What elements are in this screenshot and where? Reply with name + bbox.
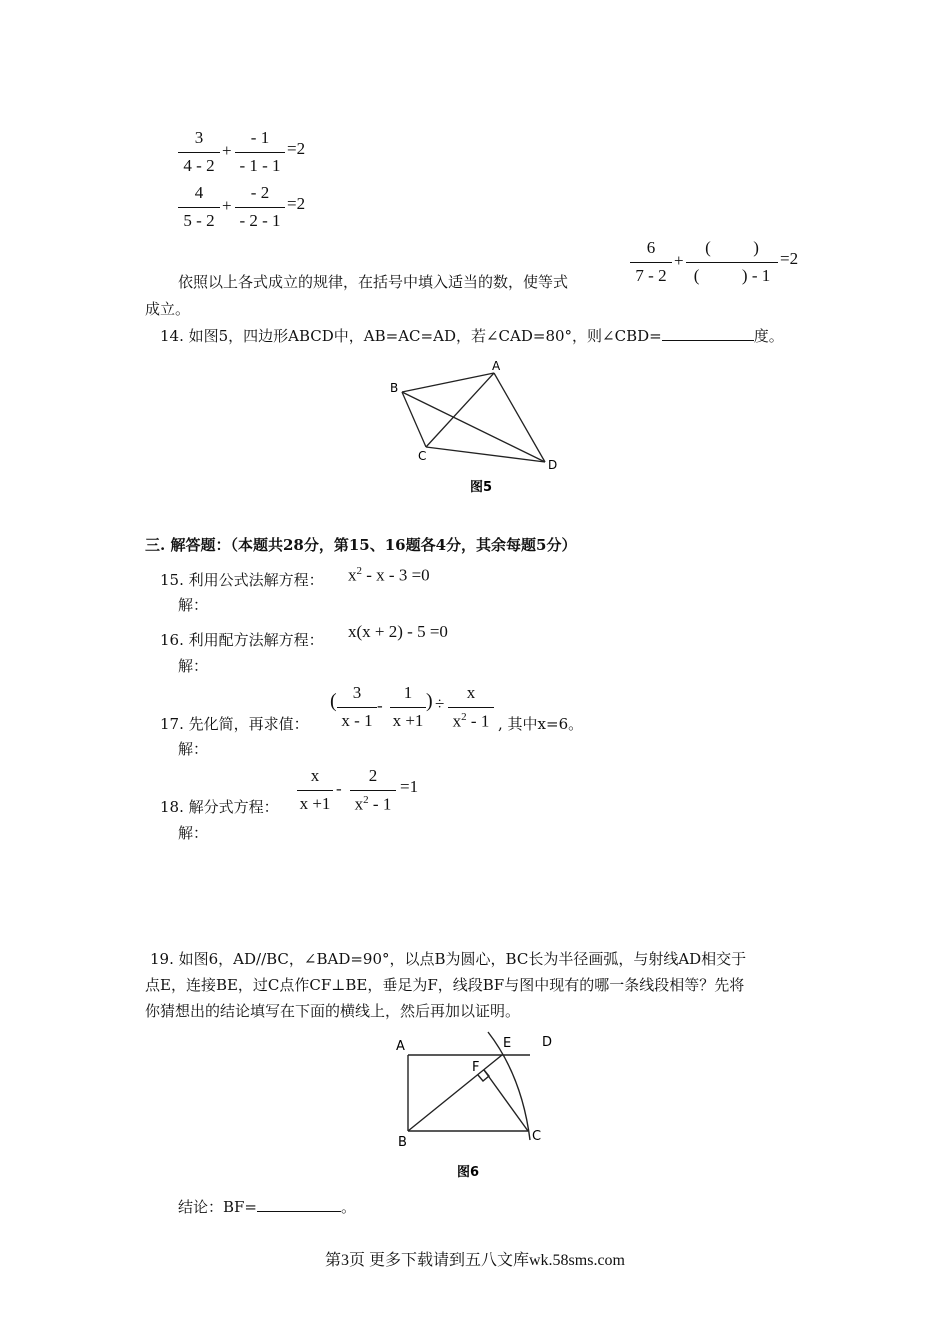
- denominator: 7 - 2: [635, 266, 667, 285]
- conclusion-end: 。: [341, 1198, 357, 1216]
- variable: x: [354, 794, 364, 814]
- fraction-bar: [297, 790, 333, 791]
- numerator: 2: [368, 766, 378, 785]
- denominator-blank: ( ) - 1: [693, 266, 771, 285]
- conclusion: [178, 1196, 356, 1217]
- figure-6: [390, 1030, 570, 1190]
- exponent: 2: [461, 711, 467, 723]
- question-16-text: 16. 利用配方法解方程：: [160, 631, 324, 649]
- numerator: - 2: [250, 183, 270, 202]
- denominator: 4 - 2: [183, 156, 215, 175]
- variable: x: [348, 565, 357, 585]
- label-b: B: [398, 1135, 407, 1150]
- segment-ab: [402, 373, 494, 392]
- segment-cd: [426, 447, 545, 462]
- equals-one: =1: [400, 777, 419, 796]
- fraction-bar: [337, 707, 377, 708]
- segment-ad: [494, 373, 545, 462]
- label-e: E: [503, 1036, 512, 1051]
- answer-label: 解：: [178, 657, 209, 675]
- equals-two: =2: [287, 194, 306, 213]
- denominator: [448, 711, 494, 732]
- conclusion-label: 结论：BF=: [178, 1198, 257, 1216]
- question-19-line-2: 点E，连接BE，过C点作CF⊥BE，垂足为F，线段BF与图中现有的哪一条线段相等？先将: [145, 976, 745, 994]
- fraction-bar: [448, 707, 494, 708]
- numerator: x: [310, 766, 320, 785]
- equals-two: =2: [287, 139, 306, 158]
- question-14-unit: 度。: [753, 327, 784, 345]
- minus-sign: -: [336, 779, 342, 798]
- exponent: 2: [363, 794, 369, 806]
- figure-5: [380, 355, 570, 500]
- label-d: D: [548, 458, 558, 472]
- question-16-equation: x(x + 2) - 5 =0: [348, 622, 448, 641]
- denominator: 5 - 2: [183, 211, 215, 230]
- label-a: A: [396, 1039, 405, 1054]
- question-19-line-1: 19. 如图6，AD//BC，∠BAD=90°，以点B为圆心，BC长为半径画弧，与射线AD相交于: [150, 950, 747, 968]
- question-15-text: 15. 利用公式法解方程：: [160, 571, 324, 589]
- fraction-bar: [178, 152, 220, 153]
- equals-two: =2: [780, 249, 799, 268]
- segment-be: [408, 1055, 502, 1131]
- divide-sign: ÷: [435, 694, 445, 713]
- label-c: C: [418, 449, 427, 463]
- figure-6-caption: 图6: [457, 1165, 480, 1180]
- numerator: 6: [646, 238, 656, 257]
- label-c: C: [532, 1129, 542, 1144]
- segment-bc: [402, 392, 426, 447]
- denominator: [350, 794, 396, 815]
- equation-rest: - x - 3 =0: [366, 565, 430, 585]
- denominator: x +1: [392, 711, 424, 730]
- fraction-bar: [390, 707, 426, 708]
- question-19-line-3: 你猜想出的结论填写在下面的横线上，然后再加以证明。: [145, 1002, 521, 1020]
- numerator-blank: ( ): [705, 238, 759, 257]
- segment-ac: [426, 373, 494, 447]
- plus-sign: +: [674, 251, 684, 270]
- label-b: B: [390, 381, 399, 395]
- label-a: A: [492, 359, 501, 373]
- q13-instruction: 依照以上各式成立的规律，在括号中填入适当的数，使等式: [178, 273, 569, 291]
- plus-sign: +: [222, 141, 232, 160]
- right-paren: ): [426, 690, 433, 712]
- question-17-condition: , 其中x=6。: [498, 715, 584, 733]
- fraction-bar: [178, 207, 220, 208]
- fraction-bar: [235, 207, 285, 208]
- denominator-rest: - 1: [372, 794, 392, 814]
- numerator: 3: [352, 683, 362, 702]
- denominator: - 2 - 1: [239, 211, 281, 230]
- label-d: D: [542, 1035, 553, 1050]
- numerator: 1: [403, 683, 413, 702]
- exponent: 2: [356, 565, 362, 577]
- denominator: x +1: [299, 794, 331, 813]
- question-14-text: 14. 如图5，四边形ABCD中，AB=AC=AD，若∠CAD=80°，则∠CBD=: [160, 327, 662, 345]
- answer-blank: [662, 340, 754, 341]
- label-f: F: [472, 1060, 480, 1075]
- denominator-rest: - 1: [470, 711, 490, 731]
- answer-label: 解：: [178, 596, 209, 614]
- denominator: - 1 - 1: [239, 156, 281, 175]
- fraction-bar: [350, 790, 396, 791]
- fraction-bar: [686, 262, 778, 263]
- left-paren: (: [330, 690, 337, 712]
- plus-sign: +: [222, 196, 232, 215]
- figure-5-caption: 图5: [470, 480, 493, 495]
- question-15-equation: [348, 565, 430, 586]
- page-footer: 第3页 更多下载请到五八文库wk.58sms.com: [324, 1252, 625, 1269]
- numerator: - 1: [250, 128, 270, 147]
- question-14: [160, 325, 784, 346]
- numerator: 4: [194, 183, 204, 202]
- answer-blank: [257, 1211, 341, 1212]
- question-18-text: 18. 解分式方程：: [160, 798, 279, 816]
- minus-sign: -: [377, 696, 383, 715]
- numerator: x: [466, 683, 476, 702]
- answer-label: 解：: [178, 740, 209, 758]
- variable: x: [452, 711, 462, 731]
- fraction-bar: [235, 152, 285, 153]
- question-17-text: 17. 先化简，再求值：: [160, 715, 309, 733]
- section-heading: 三. 解答题：（本题共28分，第15、16题各4分，其余每题5分）: [145, 536, 577, 554]
- numerator: 3: [194, 128, 204, 147]
- denominator: x - 1: [341, 711, 373, 730]
- fraction-bar: [630, 262, 672, 263]
- q13-instruction-end: 成立。: [145, 300, 191, 318]
- answer-label: 解：: [178, 824, 209, 842]
